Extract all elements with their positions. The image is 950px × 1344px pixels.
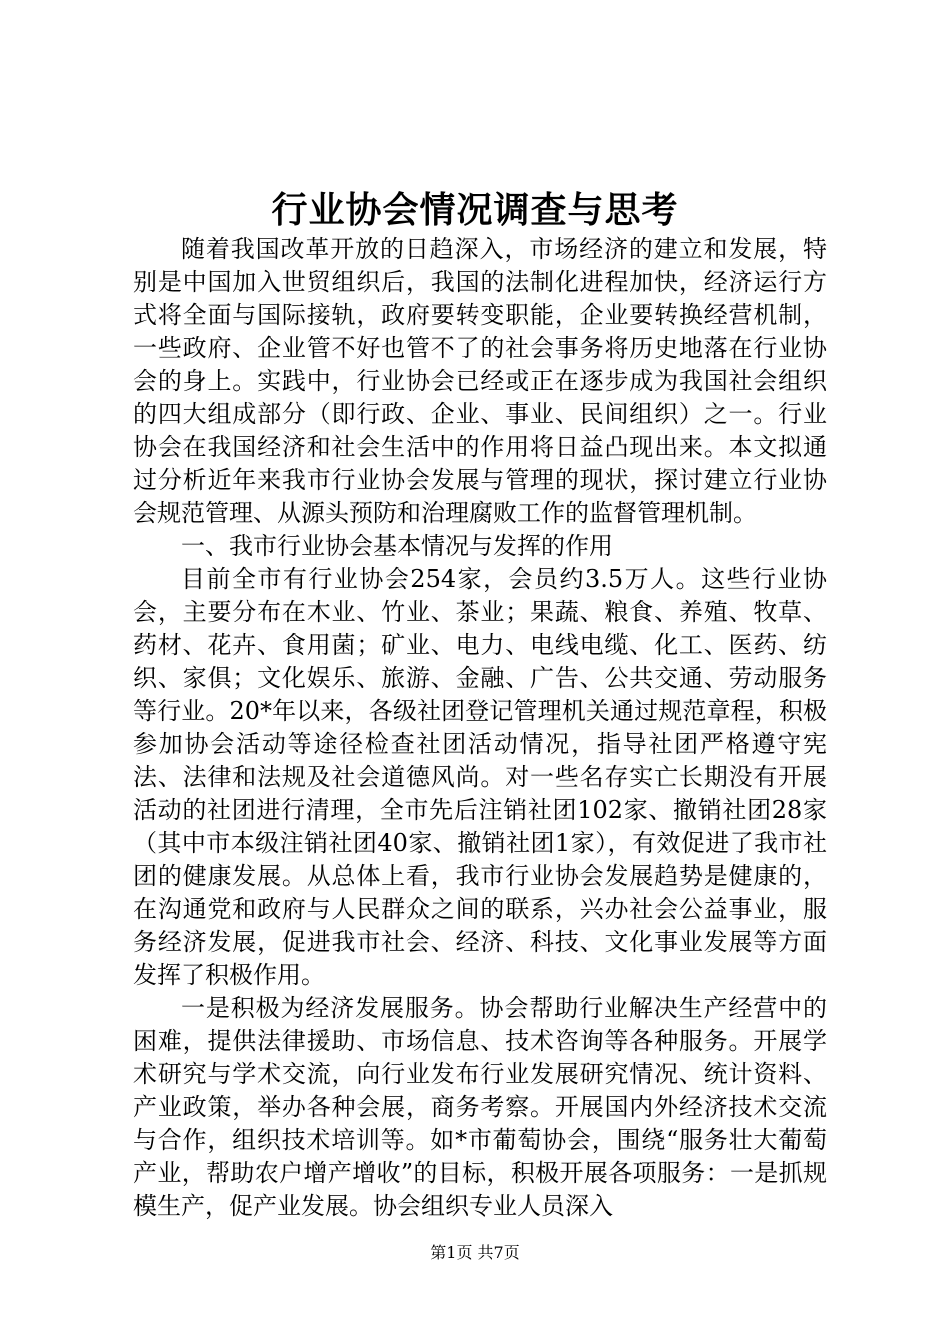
paragraph-economic-service: 一是积极为经济发展服务。协会帮助行业解决生产经营中的困难，提供法律援助、市场信息、技术咨询等各种服务。开展学术研究与学术交流，向行业发布行业发展研究情况、统计资料、产业政策，举办各种会展，商务考察。开展国内外经济技术交流与合作，组织技术培训等。如*市葡萄协会，围绕“服务壮大葡萄产业，帮助农户增产增收”的目标，积极开展各项服务：一是抓规模生产，促产业发展。协会组织专业人员深入	[133, 994, 827, 1220]
page-footer: 第1页 共7页	[430, 1243, 520, 1262]
paragraph-intro: 随着我国改革开放的日趋深入，市场经济的建立和发展，特别是中国加入世贸组织后，我国的法制化进程加快，经济运行方式将全面与国际接轨，政府要转变职能，企业要转换经营机制，一些政府、企业管不好也管不了的社会事务将历史地落在行业协会的身上。实践中，行业协会已经或正在逐步成为我国社会组织的四大组成部分（即行政、企业、事业、民间组织）之一。行业协会在我国经济和社会生活中的作用将日益凸现出来。本文拟通过分析近年来我市行业协会发展与管理的现状，探讨建立行业协会规范管理、从源头预防和治理腐败工作的监督管理机制。	[133, 235, 827, 527]
section-heading: 一、我市行业协会基本情况与发挥的作用	[181, 532, 613, 560]
document-body	[133, 233, 827, 1223]
document-title: 行业协会情况调查与思考	[271, 189, 679, 231]
paragraph-basic-situation: 目前全市有行业协会254家，会员约3.5万人。这些行业协会，主要分布在木业、竹业、茶业；果蔬、粮食、养殖、牧草、药材、花卉、食用菌；矿业、电力、电线电缆、化工、医药、纺织、家俱；文化娱乐、旅游、金融、广告、公共交通、劳动服务等行业。20*年以来，各级社团登记管理机关通过规范章程，积极参加协会活动等途径检查社团活动情况，指导社团严格遵守宪法、法律和法规及社会道德风尚。对一些名存实亡长期没有开展活动的社团进行清理，全市先后注销社团102家、撤销社团28家（其中市本级注销社团40家、撤销社团1家），有效促进了我市社团的健康发展。从总体上看，我市行业协会发展趋势是健康的，在沟通党和政府与人民群众之间的联系，兴办社会公益事业，服务经济发展，促进我市社会、经济、科技、文化事业发展等方面发挥了积极作用。	[133, 565, 827, 989]
